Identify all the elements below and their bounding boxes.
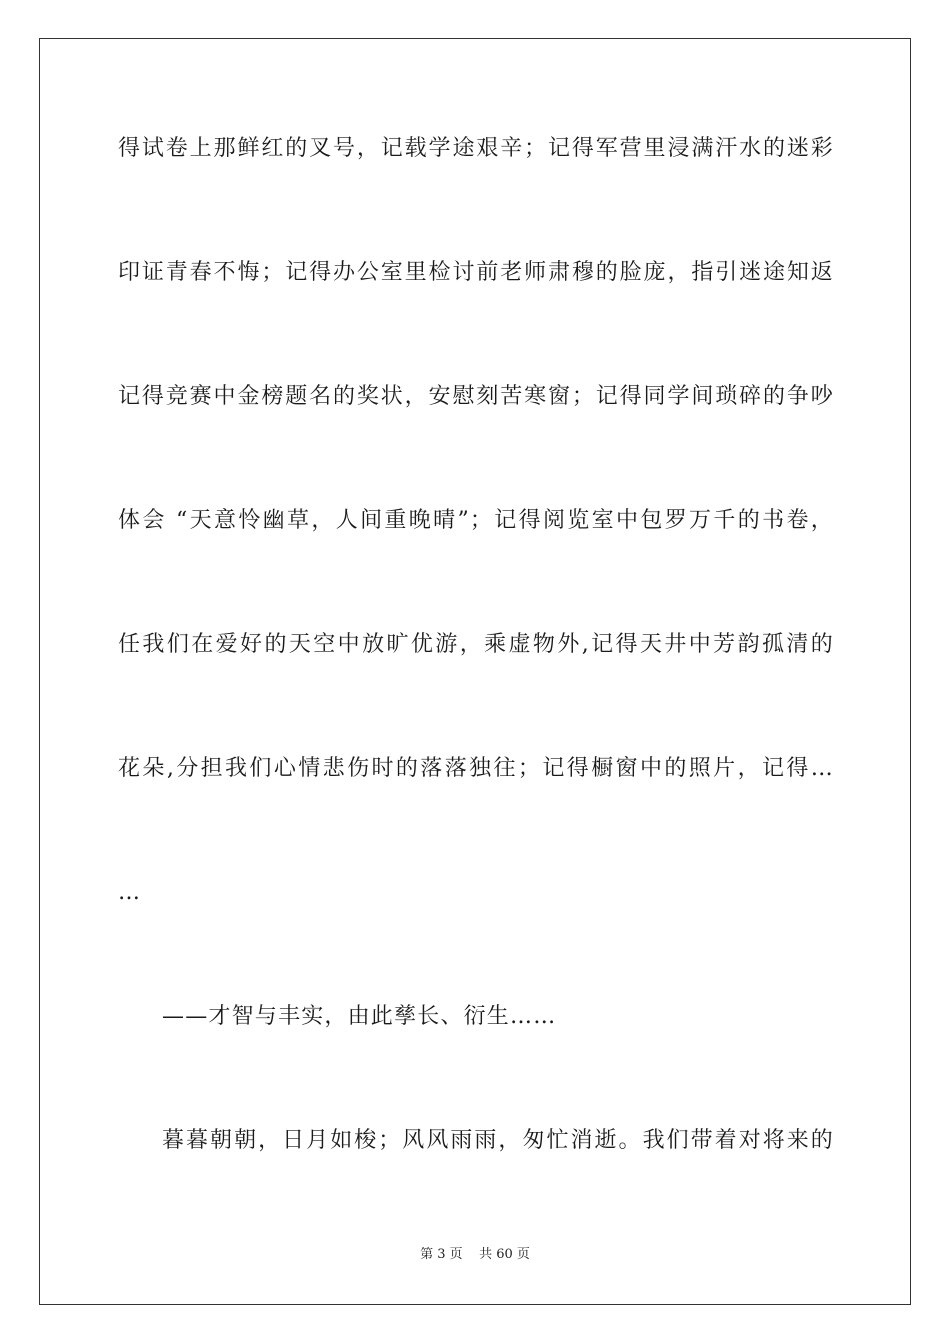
text-line: ——才智与丰实，由此孳长、衍生…… bbox=[162, 1004, 557, 1029]
text-line: 任我们在爱好的天空中放旷优游，乘虚物外,记得天井中芳韵孤清的 bbox=[118, 632, 834, 657]
text-line: 印证青春不悔；记得办公室里检讨前老师肃穆的脸庞，指引迷途知返 bbox=[118, 260, 834, 285]
text-line: 暮暮朝朝，日月如梭；风风雨雨，匆忙消逝。我们带着对将来的 bbox=[162, 1128, 834, 1153]
page-number-footer: 第 3 页 共 60 页 bbox=[420, 1247, 530, 1262]
text-line: 体会 “天意怜幽草，人间重晚晴”；记得阅览室中包罗万千的书卷， bbox=[118, 508, 834, 533]
page-border bbox=[39, 38, 911, 1305]
text-line: 记得竞赛中金榜题名的奖状，安慰刻苦寒窗；记得同学间琐碎的争吵 bbox=[118, 384, 834, 409]
text-line: … bbox=[118, 880, 142, 905]
text-line: 得试卷上那鲜红的叉号，记载学途艰辛；记得军营里浸满汗水的迷彩 bbox=[118, 136, 834, 161]
text-line: 花朵,分担我们心情悲伤时的落落独往；记得橱窗中的照片，记得… bbox=[118, 756, 834, 781]
